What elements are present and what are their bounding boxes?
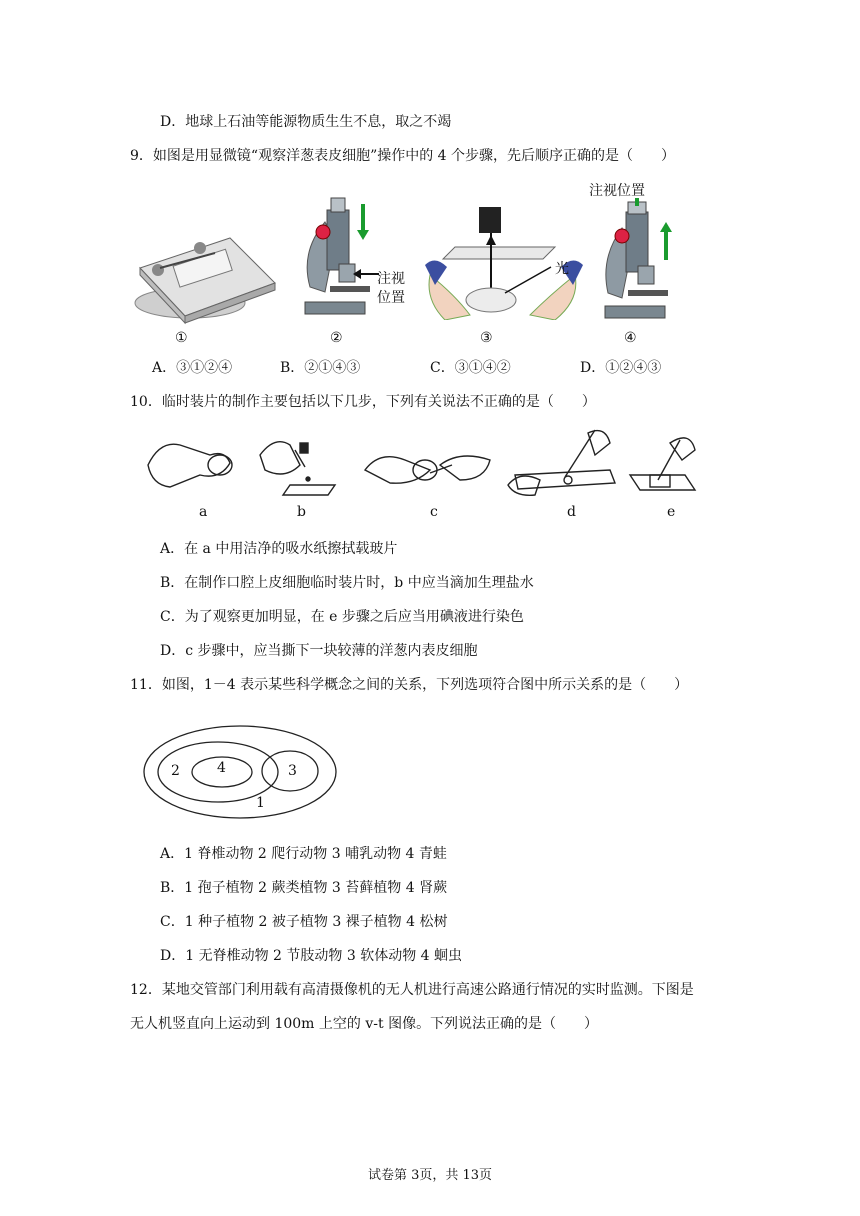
- q9-stem: 9．如图是用显微镜“观察洋葱表皮细胞”操作中的 4 个步骤，先后顺序正确的是（ ）: [130, 148, 676, 164]
- q11-option-a: A．1 脊椎动物 2 爬行动物 3 哺乳动物 4 青蛙: [160, 846, 447, 862]
- q9-figure-stage: [130, 228, 280, 328]
- q10-step-e-label: e: [667, 504, 676, 520]
- q9-step-1-label: ①: [175, 330, 188, 346]
- q10-option-d: D．c 步骤中，应当撕下一块较薄的洋葱内表皮细胞: [160, 643, 478, 659]
- q10-step-c-label: c: [430, 504, 438, 520]
- q11-option-b: B．1 孢子植物 2 蕨类植物 3 苔藓植物 4 肾蕨: [160, 880, 448, 896]
- q8-option-d: D．地球上石油等能源物质生生不息，取之不竭: [160, 114, 452, 130]
- q9-figure-raising: [600, 198, 700, 323]
- q11-label-2: 2: [171, 763, 180, 779]
- q9-option-d: D．①②④③: [580, 360, 662, 376]
- q10-option-a: A．在 a 中用洁净的吸水纸擦拭载玻片: [160, 541, 398, 557]
- q9-step-3-label: ③: [480, 330, 493, 346]
- q10-stem: 10．临时装片的制作主要包括以下几步，下列有关说法不正确的是（ ）: [130, 394, 596, 410]
- q10-step-e-drawing: [630, 438, 695, 490]
- q12-stem-line-1: 12．某地交管部门利用载有高清摄像机的无人机进行高速公路通行情况的实时监测。下图是: [130, 982, 694, 998]
- q10-step-a-label: a: [199, 504, 208, 520]
- q10-step-d-drawing: [508, 430, 615, 495]
- q11-label-1: 1: [256, 795, 265, 811]
- q9-watch-top-label: 注视位置: [589, 183, 645, 199]
- q11-option-c: C．1 种子植物 2 被子植物 3 裸子植物 4 松树: [160, 914, 448, 930]
- q10-step-a-drawing: [148, 444, 232, 487]
- q10-step-b-label: b: [297, 504, 306, 520]
- q11-stem: 11．如图，1－4 表示某些科学概念之间的关系，下列选项符合图中所示关系的是（ ）: [130, 677, 689, 693]
- q9-light-label: 光: [555, 261, 569, 277]
- q10-step-d-label: d: [567, 504, 576, 520]
- q10-step-b-drawing: [260, 442, 335, 495]
- page-footer: 试卷第 3页，共 13页: [367, 1168, 493, 1183]
- q9-watch-label-1: 注视: [377, 271, 405, 287]
- q12-stem-line-2: 无人机竖直向上运动到 100m 上空的 v-t 图像。下列说法正确的是（ ）: [130, 1016, 599, 1032]
- q10-step-c-drawing: [365, 456, 490, 483]
- q11-venn-diagram: [140, 722, 340, 822]
- q10-option-c: C．为了观察更加明显，在 e 步骤之后应当用碘液进行染色: [160, 609, 524, 625]
- q9-step-4-label: ④: [624, 330, 637, 346]
- q9-option-a: A．③①②④: [152, 360, 233, 376]
- q11-option-d: D．1 无脊椎动物 2 节肢动物 3 软体动物 4 蛔虫: [160, 948, 463, 964]
- q9-option-c: C．③①④②: [430, 360, 511, 376]
- q10-steps-figure: [140, 425, 700, 505]
- q9-watch-label-2: 位置: [377, 290, 405, 306]
- q11-label-3: 3: [288, 763, 297, 779]
- q11-label-4: 4: [217, 760, 226, 776]
- q9-option-b: B．②①④③: [280, 360, 361, 376]
- q9-step-2-label: ②: [330, 330, 343, 346]
- q10-option-b: B．在制作口腔上皮细胞临时装片时，b 中应当滴加生理盐水: [160, 575, 534, 591]
